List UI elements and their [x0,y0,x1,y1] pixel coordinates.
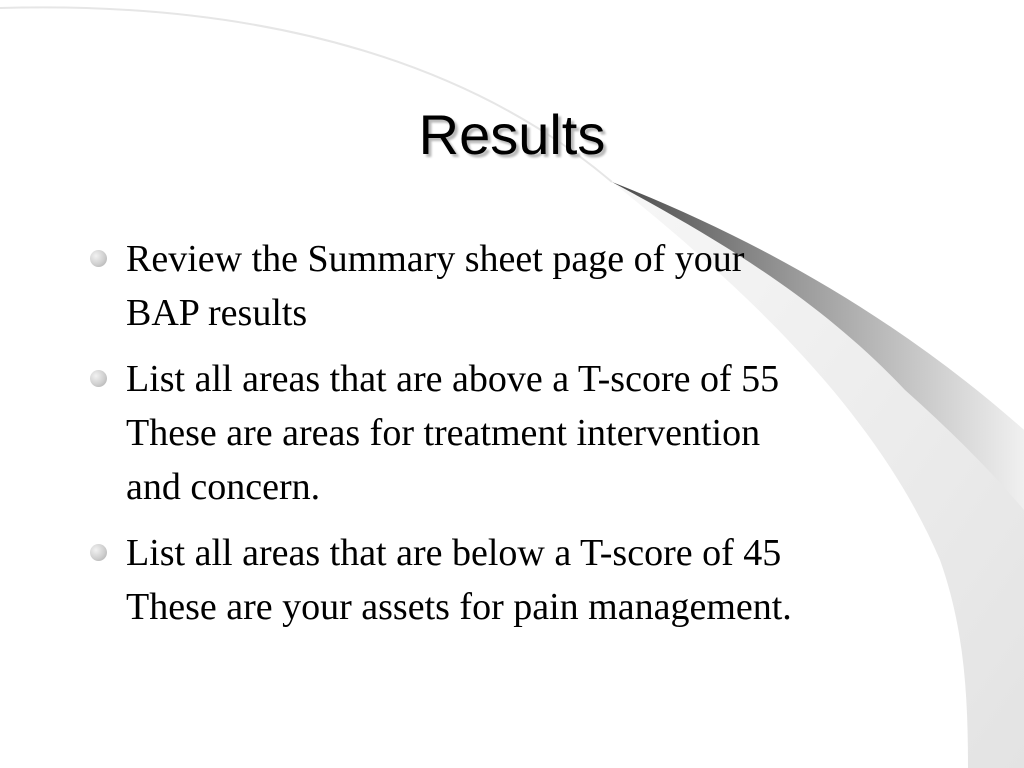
bullet-line: BAP results [126,292,308,334]
bullet-item [88,232,948,340]
bullet-line: These are areas for treatment intervention [126,412,761,454]
bullet-line: Review the Summary sheet page of your [126,238,745,280]
bullet-dot-icon [90,250,107,267]
bullet-line: and concern. [126,466,321,508]
bullet-item [88,526,948,634]
bullet-line: List all areas that are below a T-score of 45 [126,532,782,574]
bullet-line: These are your assets for pain management. [126,586,792,628]
bullet-list [88,232,948,646]
slide-title: Results [418,103,606,166]
bullet-line: List all areas that are above a T-score of 55 [126,358,780,400]
bullet-dot-icon [90,544,107,561]
bullet-dot-icon [90,370,107,387]
bullet-item [88,352,948,514]
